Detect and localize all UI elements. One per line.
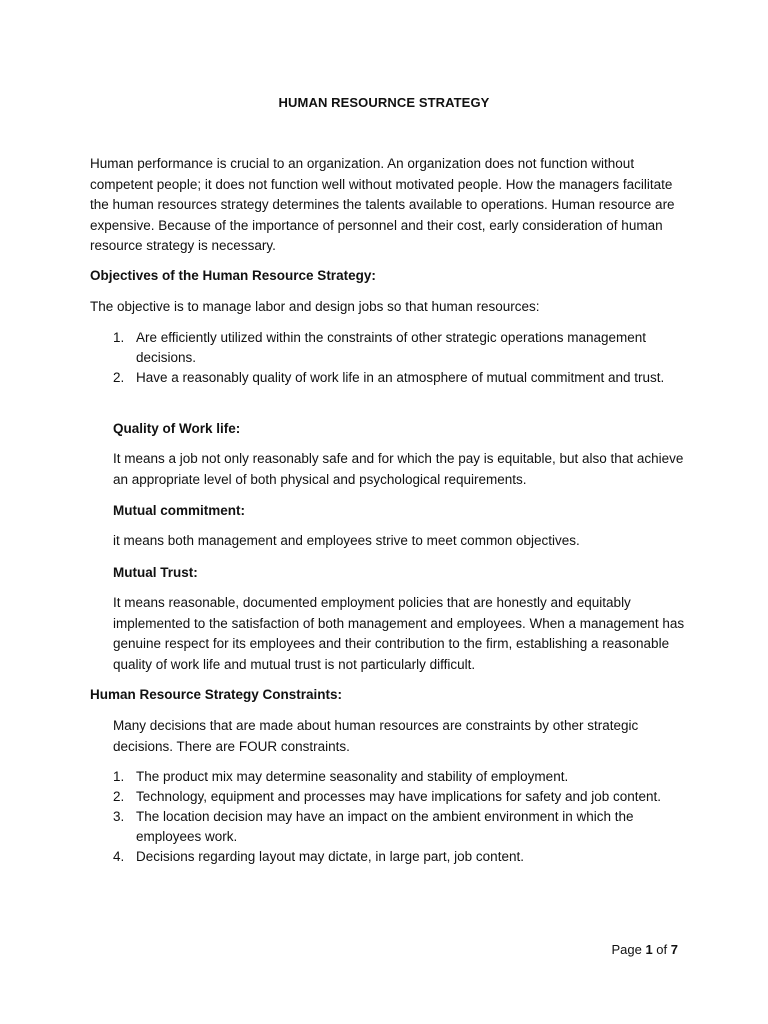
page-label: Page [611,942,642,957]
objectives-list [113,328,688,388]
page-number-footer [611,942,678,957]
constraints-intro: Many decisions that are made about human resources are constraints by other strategic decisions. There are FOUR constraints. [113,718,639,754]
list-number: 2. [113,370,125,385]
list-text: Are efficiently utilized within the constraints of other strategic operations management decisions. [136,330,647,365]
list-item [113,368,688,388]
mutual-trust-text: It means reasonable, documented employment policies that are honestly and equitably implemented to the satisfaction of both management and employees. When a management has genuine respect for its employees and their contribution to the firm, establishing a reasonable quality of work life and mutual trust is not particularly difficult. [113,595,685,672]
intro-paragraph: Human performance is crucial to an organization. An organization does not function without competent people; it does not function well without motivated people. How the managers facilitate the human resources strategy determines the talents available to operations. Human resource are expensive. Because of the importance of personnel and their cost, early consideration of human resource strategy is necessary. [90,156,675,253]
list-number: 4. [113,849,125,864]
list-item [113,767,688,787]
list-number: 1. [113,769,125,784]
document-title: HUMAN RESOURNCE STRATEGY [278,95,490,110]
list-item [113,807,688,847]
mutual-commitment-heading: Mutual commitment: [113,503,246,518]
objectives-intro: The objective is to manage labor and design jobs so that human resources: [90,299,540,314]
list-item [113,328,688,368]
mutual-commitment-text: it means both management and employees strive to meet common objectives. [113,533,580,548]
list-text: The location decision may have an impact on the ambient environment in which the employees work. [136,809,634,844]
constraints-heading: Human Resource Strategy Constraints: [90,687,343,702]
page-total: 7 [670,942,678,957]
list-text: Have a reasonably quality of work life in an atmosphere of mutual commitment and trust. [136,370,665,385]
list-item [113,847,688,867]
list-number: 2. [113,789,125,804]
constraints-list [113,767,688,867]
page-of-label: of [656,942,668,957]
mutual-trust-heading: Mutual Trust: [113,565,198,580]
list-text: Technology, equipment and processes may have implications for safety and job content. [136,789,662,804]
quality-of-work-life-text: It means a job not only reasonably safe and for which the pay is equitable, but also that achieve an appropriate level of both physical and psychological requirements. [113,451,684,487]
page-current: 1 [645,942,653,957]
list-text: Decisions regarding layout may dictate, in large part, job content. [136,849,524,864]
list-text: The product mix may determine seasonality and stability of employment. [136,769,569,784]
objectives-heading: Objectives of the Human Resource Strategy: [90,268,376,283]
list-number: 3. [113,809,125,824]
list-number: 1. [113,330,125,345]
quality-of-work-life-heading: Quality of Work life: [113,421,241,436]
list-item [113,787,688,807]
